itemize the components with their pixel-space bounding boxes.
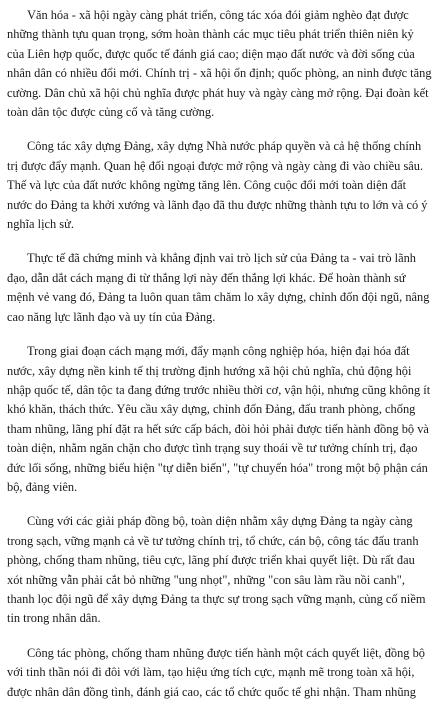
text-line: đạo, dẫn dắt cách mạng đi từ thắng lợi này đến thắng lợi khác. Để hoàn thành sứ bbox=[7, 270, 406, 285]
paragraph-3 bbox=[7, 249, 434, 327]
text-line: Thực tế đã chứng minh và khẳng định vai trò lịch sử của Đảng ta - vai trò lãnh bbox=[27, 251, 417, 266]
text-line: toàn dân tộc được củng cố và tăng cường. bbox=[7, 105, 215, 120]
paragraph-5 bbox=[7, 512, 434, 628]
text-line: phòng, chống tham nhũng, tiêu cực, lãng phí được triển khai quyết liệt. Dù rất đau bbox=[7, 553, 415, 568]
text-line: trị được đẩy mạnh. Quan hệ đối ngoại được mở rộng và ngày càng đi vào chiều sâu. bbox=[7, 158, 424, 173]
text-line: tin trong nhân dân. bbox=[7, 611, 101, 626]
text-line: bộ, đảng viên. bbox=[7, 479, 78, 494]
text-line: xót những vẫn phải cắt bỏ những "ung nhọt", những "con sâu làm rầu nồi canh", bbox=[7, 572, 405, 587]
text-line: Cùng với các giải pháp đồng bộ, toàn diện nhằm xây dựng Đảng ta ngày càng bbox=[27, 514, 413, 529]
text-line: trong sạch, vững mạnh cả về tư tưởng chính trị, tổ chức, cán bộ, công tác đấu tranh bbox=[7, 533, 419, 548]
text-line: nhập quốc tế, dân tộc ta đang đứng trước nhiều thời cơ, vận hội, nhưng cũng không ít bbox=[7, 382, 431, 397]
text-line: được nhân dân đồng tình, đánh giá cao, các tổ chức quốc tế ghi nhận. Tham nhũng bbox=[7, 684, 416, 699]
text-line: nước do Đảng ta khởi xướng và lãnh đạo đã thu được những thành tựu to lớn và có ý bbox=[7, 197, 428, 212]
text-line: toàn diện, nhằm ngăn chặn cho được tình trạng suy thoái về tư tưởng chính trị, đạo bbox=[7, 441, 418, 456]
text-line: những thành tựu quan trọng, sớm hoàn thành các mục tiêu phát triển thiên niên kỷ bbox=[7, 27, 414, 42]
paragraph-4 bbox=[7, 342, 434, 497]
text-line: Trong giai đoạn cách mạng mới, đẩy mạnh công nghiệp hóa, hiện đại hóa đất bbox=[27, 344, 410, 359]
paragraph-1 bbox=[7, 6, 434, 122]
text-line: đức lối sống, những biểu hiện "tự diễn biến", "tự chuyển hóa" trong một bộ phận cán bbox=[7, 460, 428, 475]
text-line: khó khăn, thách thức. Yêu cầu xây dựng, chỉnh đốn Đảng, đấu tranh phòng, chống bbox=[7, 402, 416, 417]
text-line: Công tác xây dựng Đảng, xây dựng Nhà nước pháp quyền và cả hệ thống chính bbox=[27, 139, 422, 154]
text-line: cao năng lực lãnh đạo và uy tín của Đảng. bbox=[7, 309, 216, 324]
text-line: thanh lọc đội ngũ để xây dựng Đảng ta thực sự trong sạch vững mạnh, củng cố niềm bbox=[7, 591, 426, 606]
text-line: Thế và lực của đất nước không ngừng tăng lên. Công cuộc đổi mới toàn diện đất bbox=[7, 178, 407, 193]
text-line: nghĩa lịch sử. bbox=[7, 217, 74, 232]
text-line: Văn hóa - xã hội ngày càng phát triển, công tác xóa đói giảm nghèo đạt được bbox=[27, 8, 409, 22]
text-line: nhân dân có nhiều đổi mới. Chính trị - xã hội ổn định; quốc phòng, an ninh được tăng bbox=[7, 66, 432, 81]
text-line: tham nhũng, lãng phí đặt ra hết sức cấp bách, đòi hỏi phải được tiến hành đồng bộ và bbox=[7, 421, 429, 436]
text-line: nước, xây dựng nền kinh tế thị trường định hướng xã hội chủ nghĩa, chủ động hội bbox=[7, 363, 412, 378]
text-line: cường. Dân chủ xã hội chủ nghĩa được phát huy và ngày càng mở rộng. Đại đoàn kết bbox=[7, 85, 429, 100]
text-line: với tinh thần nói đi đôi với làm, tạo hiệu ứng tích cực, mạnh mẽ trong toàn xã hội, bbox=[7, 665, 415, 680]
text-line: mệnh vẻ vang đó, Đảng ta luôn quan tâm chăm lo xây dựng, chỉnh đốn đội ngũ, nâng bbox=[7, 290, 430, 305]
text-line: của Liên hợp quốc, được quốc tế đánh giá cao; diện mạo đất nước và đời sống của bbox=[7, 46, 415, 61]
text-line: Công tác phòng, chống tham nhũng được tiến hành một cách quyết liệt, đồng bộ bbox=[27, 645, 425, 660]
paragraph-2 bbox=[7, 137, 434, 234]
paragraph-6 bbox=[7, 644, 434, 702]
